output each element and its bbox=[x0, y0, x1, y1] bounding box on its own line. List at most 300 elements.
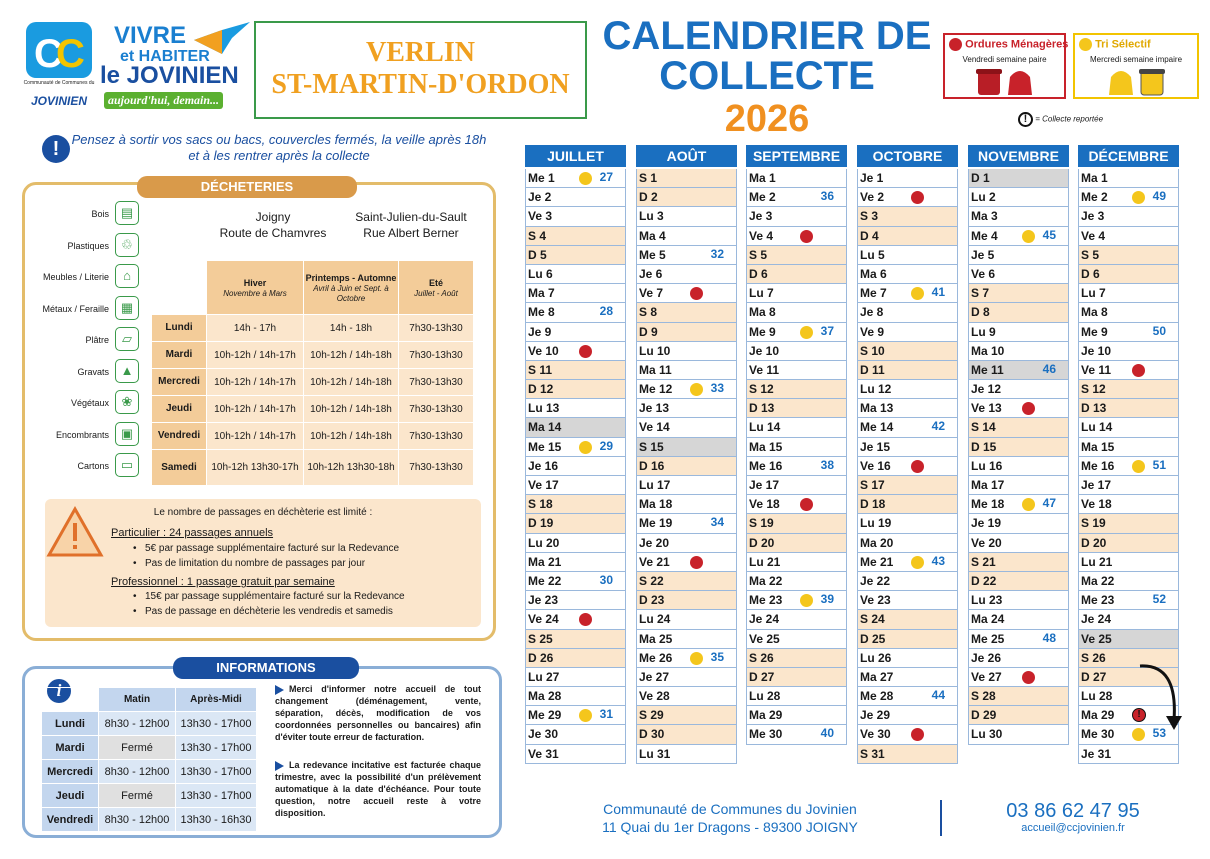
calendar-day bbox=[968, 706, 1069, 725]
week-number: 50 bbox=[1152, 323, 1166, 338]
day-label: Je 17 bbox=[1081, 478, 1112, 492]
calendar-day bbox=[636, 495, 737, 514]
info-am: 8h30 - 12h00 bbox=[99, 712, 176, 736]
legend-ordures-menageres bbox=[943, 33, 1069, 99]
calendar-day bbox=[968, 572, 1069, 591]
legend-om-title: Ordures Ménagères bbox=[965, 38, 1069, 51]
calendar-day bbox=[857, 303, 958, 322]
calendar-day bbox=[525, 380, 626, 399]
calendar-day bbox=[857, 207, 958, 226]
day-label: S 21 bbox=[971, 554, 996, 569]
calendar-day bbox=[525, 342, 626, 361]
day-label: Me 9 bbox=[749, 324, 776, 339]
calendar-day bbox=[857, 668, 958, 687]
day-label: Ve 10 bbox=[528, 343, 559, 358]
week-number: 44 bbox=[931, 688, 945, 703]
calendar-day bbox=[525, 706, 626, 725]
day-label: Ve 30 bbox=[860, 727, 891, 742]
day-label: Me 2 bbox=[1081, 190, 1108, 205]
day-label: D 18 bbox=[860, 497, 886, 512]
yellow-bin-icon bbox=[1075, 67, 1197, 102]
day-label: Lu 27 bbox=[528, 669, 560, 684]
material-item bbox=[25, 453, 145, 481]
day-label: Ma 13 bbox=[860, 401, 894, 416]
day-label: Ma 24 bbox=[971, 612, 1005, 627]
week-number: 53 bbox=[1152, 726, 1166, 741]
day-label: S 19 bbox=[1081, 516, 1106, 531]
calendar-day bbox=[857, 591, 958, 610]
dechetteries-label: DÉCHETERIES bbox=[137, 176, 357, 198]
week-number: 39 bbox=[820, 592, 834, 607]
day-label: Ma 11 bbox=[639, 362, 672, 377]
day-label: Je 13 bbox=[639, 401, 670, 416]
day-label: Ve 16 bbox=[860, 458, 891, 473]
day-label: Lu 14 bbox=[1081, 420, 1113, 435]
calendar-day bbox=[968, 265, 1069, 284]
calendar-day bbox=[636, 745, 737, 764]
hours-row bbox=[152, 315, 474, 342]
calendar-day bbox=[1078, 438, 1179, 457]
calendar-day bbox=[525, 476, 626, 495]
calendar-day bbox=[746, 361, 847, 380]
bullet-item: • Pas de limitation du nombre de passages par jour bbox=[145, 558, 365, 569]
title-line-1: CALENDRIER DE bbox=[602, 14, 932, 58]
material-name: Meubles / Literie bbox=[42, 272, 109, 282]
day-label: S 4 bbox=[528, 228, 547, 243]
day-label: D 11 bbox=[860, 362, 885, 377]
hours-value: 10h-12h / 14h-17h bbox=[207, 342, 304, 369]
calendar-day bbox=[525, 495, 626, 514]
day-label: S 17 bbox=[860, 478, 885, 492]
material-name: Gravats bbox=[77, 366, 109, 377]
day-label: Me 11 bbox=[971, 362, 1004, 377]
day-label: Lu 12 bbox=[860, 382, 892, 397]
tri-selectif-dot-icon bbox=[1022, 498, 1035, 511]
day-label: S 29 bbox=[639, 708, 664, 723]
calendar-day bbox=[968, 438, 1069, 457]
calendar-title bbox=[598, 16, 936, 96]
day-label: Lu 30 bbox=[971, 727, 1003, 742]
calendar-day bbox=[746, 668, 847, 687]
hours-row bbox=[152, 396, 474, 423]
info-pm: 13h30 - 17h00 bbox=[176, 712, 257, 736]
hours-day: Mercredi bbox=[152, 369, 207, 396]
yellow-dot-icon bbox=[1079, 38, 1092, 51]
day-label: Je 1 bbox=[860, 171, 884, 185]
calendar-day bbox=[1078, 399, 1179, 418]
calendar-day bbox=[525, 572, 626, 591]
day-label: Ve 20 bbox=[971, 535, 1002, 550]
calendar-day bbox=[636, 514, 737, 533]
day-label: Lu 21 bbox=[749, 554, 781, 569]
day-label: D 2 bbox=[639, 190, 658, 205]
ordures-menageres-dot-icon bbox=[1022, 671, 1035, 684]
day-label: Je 9 bbox=[528, 324, 552, 339]
info-row bbox=[42, 712, 257, 736]
calendar-day bbox=[857, 649, 958, 668]
day-label: Lu 7 bbox=[749, 286, 774, 301]
footer-phone[interactable]: 03 86 62 47 95 bbox=[1006, 800, 1140, 822]
info-am: Fermé bbox=[99, 736, 176, 760]
calendar-day bbox=[746, 342, 847, 361]
info-icon: i bbox=[47, 679, 71, 703]
calendar-day bbox=[857, 725, 958, 744]
calendar-day bbox=[636, 553, 737, 572]
day-label: Je 10 bbox=[749, 343, 780, 358]
day-label: Je 24 bbox=[1081, 612, 1112, 627]
day-label: Me 25 bbox=[971, 631, 1005, 646]
day-label: Je 22 bbox=[860, 573, 891, 588]
habiter-line: et HABITER bbox=[120, 48, 210, 65]
calendar-day bbox=[746, 687, 847, 706]
site-joigny bbox=[203, 209, 343, 241]
hours-value: 10h-12h 13h30-18h bbox=[304, 450, 399, 486]
calendar-day bbox=[525, 668, 626, 687]
week-number: 28 bbox=[599, 304, 613, 319]
ordures-menageres-dot-icon bbox=[911, 191, 924, 204]
material-item bbox=[25, 422, 145, 450]
info-am: 8h30 - 12h00 bbox=[99, 760, 176, 784]
calendar-day bbox=[968, 323, 1069, 342]
calendar-day bbox=[1078, 553, 1179, 572]
day-label: D 5 bbox=[528, 247, 547, 262]
site-name: Joigny bbox=[255, 210, 291, 224]
day-label: D 27 bbox=[1081, 669, 1107, 684]
day-label: Ve 3 bbox=[528, 209, 553, 224]
calendar-day bbox=[968, 630, 1069, 649]
day-label: Je 10 bbox=[1081, 343, 1112, 358]
calendar-day bbox=[525, 227, 626, 246]
day-label: Lu 5 bbox=[860, 247, 885, 262]
calendar-day bbox=[857, 342, 958, 361]
day-label: S 5 bbox=[1081, 247, 1100, 262]
calendar-day bbox=[857, 188, 958, 207]
day-label: Lu 16 bbox=[971, 458, 1003, 473]
calendar-day bbox=[525, 649, 626, 668]
day-label: S 24 bbox=[860, 612, 885, 627]
calendar-day bbox=[525, 246, 626, 265]
calendar-day bbox=[968, 284, 1069, 303]
day-label: Lu 28 bbox=[749, 689, 781, 704]
calendar-day bbox=[857, 361, 958, 380]
calendar-day bbox=[857, 265, 958, 284]
calendar-day bbox=[1078, 380, 1179, 399]
day-label: S 5 bbox=[749, 247, 768, 262]
calendar-day bbox=[746, 418, 847, 437]
calendar-day bbox=[746, 610, 847, 629]
site-address: Rue Albert Berner bbox=[363, 226, 459, 240]
calendar-day bbox=[968, 610, 1069, 629]
cc-jovinien-logo bbox=[22, 18, 96, 110]
day-label: Ve 27 bbox=[971, 669, 1002, 684]
day-label: Ve 11 bbox=[749, 362, 780, 377]
legend-report bbox=[1018, 112, 1103, 127]
day-label: Lu 28 bbox=[1081, 689, 1113, 704]
calendar-day bbox=[1078, 534, 1179, 553]
calendar-day bbox=[857, 706, 958, 725]
week-number: 47 bbox=[1042, 496, 1056, 511]
day-label: Me 28 bbox=[860, 689, 894, 704]
day-label: S 19 bbox=[749, 516, 774, 531]
day-label: Ve 25 bbox=[1081, 631, 1112, 646]
day-label: Me 4 bbox=[971, 228, 998, 243]
day-label: Je 8 bbox=[860, 305, 884, 320]
legend-report-text: = Collecte reportée bbox=[1035, 114, 1104, 124]
footer-address bbox=[530, 800, 930, 836]
particulier-heading: Particulier : 24 passages annuels bbox=[111, 527, 274, 539]
ordures-menageres-dot-icon bbox=[579, 345, 592, 358]
cc-logo-subtitle: Communauté de Communes du bbox=[23, 80, 95, 86]
hours-value: 10h-12h / 14h-18h bbox=[304, 369, 399, 396]
hours-value: 7h30-13h30 bbox=[399, 315, 474, 342]
calendar-day bbox=[968, 687, 1069, 706]
day-label: D 30 bbox=[639, 727, 665, 742]
day-label: D 20 bbox=[1081, 535, 1107, 550]
day-label: Je 20 bbox=[639, 535, 670, 550]
plant-icon: ❀ bbox=[115, 390, 139, 414]
day-label: Ma 27 bbox=[860, 669, 894, 684]
wood-icon: ▤ bbox=[115, 201, 139, 225]
tri-selectif-dot-icon bbox=[1132, 191, 1145, 204]
day-label: Lu 17 bbox=[639, 478, 671, 492]
info-pm: 13h30 - 17h00 bbox=[176, 760, 257, 784]
calendar-day bbox=[968, 227, 1069, 246]
day-label: D 13 bbox=[1081, 401, 1107, 416]
tri-selectif-dot-icon bbox=[911, 287, 924, 300]
week-number: 33 bbox=[710, 381, 724, 396]
day-label: Je 26 bbox=[971, 650, 1002, 665]
day-label: S 3 bbox=[860, 209, 879, 224]
day-label: Ve 2 bbox=[860, 190, 885, 205]
day-label: Je 3 bbox=[749, 209, 773, 224]
day-label: S 10 bbox=[860, 343, 885, 358]
calendar-day bbox=[636, 380, 737, 399]
calendar-day bbox=[636, 399, 737, 418]
hours-value: 7h30-13h30 bbox=[399, 369, 474, 396]
ordures-menageres-dot-icon bbox=[1132, 364, 1145, 377]
day-label: Lu 23 bbox=[971, 593, 1003, 608]
info-text-2: La redevance incitative est facturée chaque trimestre, avec la possibilité d'un prélèvement automatique à la date d'échéance. Pour toute question, notre accueil reste à votre disposition. bbox=[275, 760, 481, 818]
day-label: Ma 20 bbox=[860, 535, 894, 550]
ordures-menageres-dot-icon bbox=[800, 498, 813, 511]
day-label: Lu 26 bbox=[860, 650, 892, 665]
day-label: Ma 22 bbox=[1081, 573, 1115, 588]
day-label: D 29 bbox=[971, 708, 997, 723]
season-header: Eté Juillet - Août bbox=[399, 261, 474, 315]
calendar-day bbox=[525, 303, 626, 322]
calendar-day bbox=[1078, 188, 1179, 207]
calendar-day bbox=[525, 725, 626, 744]
calendar-day bbox=[636, 649, 737, 668]
calendar-day bbox=[746, 323, 847, 342]
day-label: S 1 bbox=[639, 171, 658, 185]
calendar-day bbox=[636, 284, 737, 303]
calendar-day bbox=[857, 399, 958, 418]
week-number: 43 bbox=[931, 553, 945, 568]
day-label: Me 26 bbox=[639, 650, 673, 665]
town-name: ST-MARTIN-D'ORDON bbox=[271, 69, 570, 100]
day-label: Ve 17 bbox=[528, 478, 559, 492]
month-column bbox=[746, 145, 847, 745]
hours-value: 7h30-13h30 bbox=[399, 450, 474, 486]
calendar-day bbox=[636, 342, 737, 361]
calendar-day bbox=[525, 514, 626, 533]
report-arrow-icon bbox=[1130, 660, 1190, 740]
calendar-day bbox=[1078, 572, 1179, 591]
week-number: 36 bbox=[820, 189, 834, 204]
calendar-day bbox=[636, 207, 737, 226]
hours-day: Lundi bbox=[152, 315, 207, 342]
day-label: D 19 bbox=[528, 516, 554, 531]
calendar-day bbox=[746, 380, 847, 399]
week-number: 49 bbox=[1152, 189, 1166, 204]
info-day: Lundi bbox=[42, 712, 99, 736]
calendar-day bbox=[1078, 610, 1179, 629]
info-row bbox=[42, 808, 257, 832]
calendar-day bbox=[636, 303, 737, 322]
calendar-day bbox=[1078, 630, 1179, 649]
calendar-day bbox=[525, 610, 626, 629]
calendar-day bbox=[1078, 323, 1179, 342]
calendar-day bbox=[525, 457, 626, 476]
day-label: Ma 10 bbox=[971, 343, 1005, 358]
calendar-day bbox=[968, 361, 1069, 380]
day-label: Lu 2 bbox=[971, 190, 996, 205]
calendar-day bbox=[857, 169, 958, 188]
day-label: D 25 bbox=[860, 631, 886, 646]
calendar-day bbox=[525, 207, 626, 226]
week-number: 34 bbox=[710, 515, 724, 530]
day-label: Me 8 bbox=[528, 305, 555, 320]
footer-org: Communauté de Communes du Jovinien bbox=[603, 801, 857, 817]
day-label: D 4 bbox=[860, 228, 879, 243]
day-label: Ve 13 bbox=[971, 401, 1002, 416]
calendar-day bbox=[1078, 514, 1179, 533]
day-label: Me 14 bbox=[860, 420, 894, 435]
material-name: Cartons bbox=[77, 461, 109, 471]
exclamation-icon: ! bbox=[42, 135, 70, 163]
calendar-day bbox=[968, 188, 1069, 207]
day-label: Me 23 bbox=[1081, 593, 1115, 608]
notice-text: Pensez à sortir vos sacs ou bacs, couvercles fermés, la veille après 18h et à les rentrer après la collecte bbox=[71, 132, 487, 163]
day-label: S 15 bbox=[639, 439, 664, 454]
calendar-day bbox=[525, 361, 626, 380]
day-label: Lu 21 bbox=[1081, 554, 1113, 569]
calendar-day bbox=[1078, 265, 1179, 284]
material-item bbox=[25, 296, 145, 324]
calendar-day bbox=[525, 438, 626, 457]
calendar-day bbox=[636, 246, 737, 265]
day-label: S 31 bbox=[860, 746, 885, 761]
tri-selectif-dot-icon bbox=[800, 326, 813, 339]
week-number: 32 bbox=[710, 246, 724, 261]
week-number: 31 bbox=[599, 707, 613, 722]
col-matin: Matin bbox=[99, 688, 176, 712]
accueil-hours-table bbox=[41, 687, 257, 832]
hours-day: Mardi bbox=[152, 342, 207, 369]
calendar-day bbox=[746, 591, 847, 610]
calendar-day bbox=[1078, 246, 1179, 265]
calendar-day bbox=[1078, 169, 1179, 188]
calendar-day bbox=[636, 361, 737, 380]
calendar-day bbox=[746, 188, 847, 207]
bulky-icon: ▣ bbox=[115, 422, 139, 446]
ordures-menageres-dot-icon bbox=[690, 287, 703, 300]
day-label: Ve 9 bbox=[860, 324, 885, 339]
ordures-menageres-dot-icon bbox=[800, 230, 813, 243]
calendar-day bbox=[525, 323, 626, 342]
calendar-day bbox=[636, 323, 737, 342]
footer-street: 11 Quai du 1er Dragons - 89300 JOIGNY bbox=[602, 819, 858, 835]
day-label: Je 2 bbox=[528, 190, 552, 205]
cc-logo-name: JOVINIEN bbox=[30, 94, 87, 108]
hours-day: Jeudi bbox=[152, 396, 207, 423]
info-row bbox=[42, 736, 257, 760]
calendar-day bbox=[968, 207, 1069, 226]
month-header: OCTOBRE bbox=[857, 145, 958, 167]
info-text-1: Merci d'informer notre accueil de tout changement (déménagement, vente, séparation, décès, modification de vos coordonnées personnelles ou bancaires) afin d'éviter toute erreur de facturation. bbox=[275, 684, 481, 742]
season-header: Printemps - Automne Avril à Juin et Sept. à Octobre bbox=[304, 261, 399, 315]
calendar-day bbox=[636, 169, 737, 188]
hours-day: Vendredi bbox=[152, 423, 207, 450]
calendar-day bbox=[636, 725, 737, 744]
calendar-day bbox=[525, 745, 626, 764]
info-day: Mercredi bbox=[42, 760, 99, 784]
calendar-year: 2026 bbox=[724, 98, 810, 140]
calendar-day bbox=[636, 572, 737, 591]
calendar-day bbox=[1078, 361, 1179, 380]
season-header: Hiver Novembre à Mars bbox=[207, 261, 304, 315]
day-label: D 16 bbox=[639, 458, 665, 473]
calendar-day bbox=[968, 476, 1069, 495]
town-box bbox=[254, 21, 587, 119]
calendar-day bbox=[525, 553, 626, 572]
site-address: Route de Chamvres bbox=[219, 226, 327, 240]
day-label: Ve 25 bbox=[749, 631, 780, 646]
site-name: Saint-Julien-du-Sault bbox=[355, 210, 467, 224]
calendar-day bbox=[968, 668, 1069, 687]
town-name: VERLIN bbox=[366, 37, 475, 68]
day-label: Lu 20 bbox=[528, 535, 560, 550]
plastic-icon: ♲ bbox=[115, 233, 139, 257]
calendar-day bbox=[1078, 303, 1179, 322]
tri-selectif-dot-icon bbox=[690, 383, 703, 396]
calendar-day bbox=[968, 418, 1069, 437]
metal-icon: ▦ bbox=[115, 296, 139, 320]
calendar-day bbox=[636, 265, 737, 284]
day-label: Ma 3 bbox=[971, 209, 998, 224]
day-label: Ma 4 bbox=[639, 228, 666, 243]
day-label: Ma 1 bbox=[749, 171, 776, 185]
limit-box bbox=[45, 499, 481, 627]
footer-email[interactable]: accueil@ccjovinien.fr bbox=[1021, 822, 1125, 834]
hours-value: 10h-12h / 14h-18h bbox=[304, 396, 399, 423]
week-number: 38 bbox=[820, 457, 834, 472]
calendar-day bbox=[968, 342, 1069, 361]
day-label: D 9 bbox=[639, 324, 658, 339]
day-label: Ma 8 bbox=[1081, 305, 1108, 320]
week-number: 37 bbox=[820, 323, 834, 338]
day-label: Ma 15 bbox=[749, 439, 783, 454]
material-name: Végétaux bbox=[70, 398, 109, 408]
week-number: 35 bbox=[710, 649, 724, 664]
day-label: Me 22 bbox=[528, 573, 562, 588]
info-pm: 13h30 - 17h00 bbox=[176, 784, 257, 808]
hours-row bbox=[152, 342, 474, 369]
day-label: Me 29 bbox=[528, 708, 562, 723]
calendar-day bbox=[968, 169, 1069, 188]
tri-selectif-dot-icon bbox=[911, 556, 924, 569]
